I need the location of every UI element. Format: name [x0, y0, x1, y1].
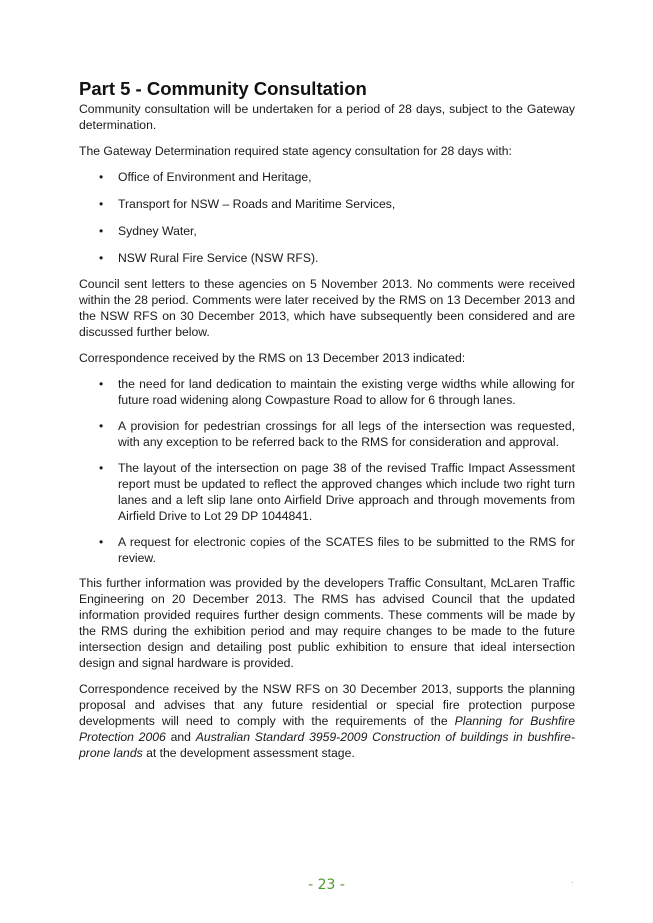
- bullet: •: [99, 251, 104, 265]
- rfs-italic-title-1: Planning for Bushfire Protection 2006: [79, 714, 575, 744]
- section-heading: Part 5 - Community Consultation: [79, 78, 367, 99]
- bullet: •: [99, 461, 104, 475]
- list-item: [79, 460, 575, 524]
- list-item-text: A provision for pedestrian crossings for all legs of the intersection was requested, with any exception to be referred back to the RMS for consideration and approval.: [118, 419, 575, 449]
- bullet: •: [99, 224, 104, 238]
- further-info-paragraph: This further information was provided by the developers Traffic Consultant, McLaren Traffic Engineering on 20 December 2013. The RMS has advised Council that the updated information provided requires further design comments. These comments will be made by the RMS during the exhibition period and may require changes to be made to the future intersection design and detailing post public exhibition to ensure that ideal intersection design and signal hardware is provided.: [79, 576, 575, 670]
- agency-list: [79, 169, 575, 266]
- list-item-text: the need for land dedication to maintain the existing verge widths while allowing for future road widening along Cowpasture Road to allow for 6 through lanes.: [118, 377, 575, 407]
- list-item: [79, 223, 575, 239]
- page-number: - 23 -: [308, 877, 345, 893]
- rfs-text-1: Correspondence received by the NSW RFS on 30 December 2013, supports the planning proposal and advises that any future residential or special fire protection purpose developments will need to comply with the requirements of the: [79, 682, 575, 728]
- bullet: •: [99, 419, 104, 433]
- council-letters-paragraph: Council sent letters to these agencies on 5 November 2013. No comments were received within the 28 period. Comments were later received by the RMS on 13 December 2013 and the NSW RFS on 30 December 2013, which have subsequently been considered and are discussed further below.: [79, 277, 575, 339]
- list-item-text: Office of Environment and Heritage,: [118, 170, 312, 184]
- list-item: [79, 376, 575, 408]
- bullet: •: [99, 377, 104, 391]
- list-item-text: A request for electronic copies of the SCATES files to be submitted to the RMS for review.: [118, 535, 575, 565]
- bullet: •: [99, 197, 104, 211]
- rms-points-list: [79, 376, 575, 566]
- list-item-text: NSW Rural Fire Service (NSW RFS).: [118, 251, 319, 265]
- list-item: [79, 418, 575, 450]
- rfs-paragraph: [79, 681, 575, 761]
- list-item: [79, 250, 575, 266]
- rfs-text-3: at the development assessment stage.: [142, 746, 355, 760]
- bullet: •: [99, 535, 104, 549]
- intro-paragraph: Community consultation will be undertaken for a period of 28 days, subject to the Gateway determination.: [79, 102, 575, 132]
- document-body: [79, 78, 575, 771]
- list-item-text: Sydney Water,: [118, 224, 197, 238]
- gateway-paragraph: The Gateway Determination required state agency consultation for 28 days with:: [79, 144, 512, 158]
- bullet: •: [99, 170, 104, 184]
- list-item-text: The layout of the intersection on page 38 of the revised Traffic Impact Assessment report must be updated to reflect the approved changes which include two right turn lanes and a left slip lane onto Airfield Drive approach and through movements from Airfield Drive to Lot 29 DP 1044841.: [118, 461, 575, 523]
- footer-dot: ·: [571, 878, 574, 887]
- rfs-text-2: and: [165, 730, 196, 744]
- list-item: [79, 169, 575, 185]
- rfs-italic-title-2: Australian Standard 3959-2009 Construction of buildings in bushfire-prone lands: [79, 730, 576, 760]
- list-item: [79, 196, 575, 212]
- list-item-text: Transport for NSW – Roads and Maritime Services,: [118, 197, 396, 211]
- list-item: [79, 534, 575, 566]
- rms-intro-paragraph: Correspondence received by the RMS on 13 December 2013 indicated:: [79, 351, 466, 365]
